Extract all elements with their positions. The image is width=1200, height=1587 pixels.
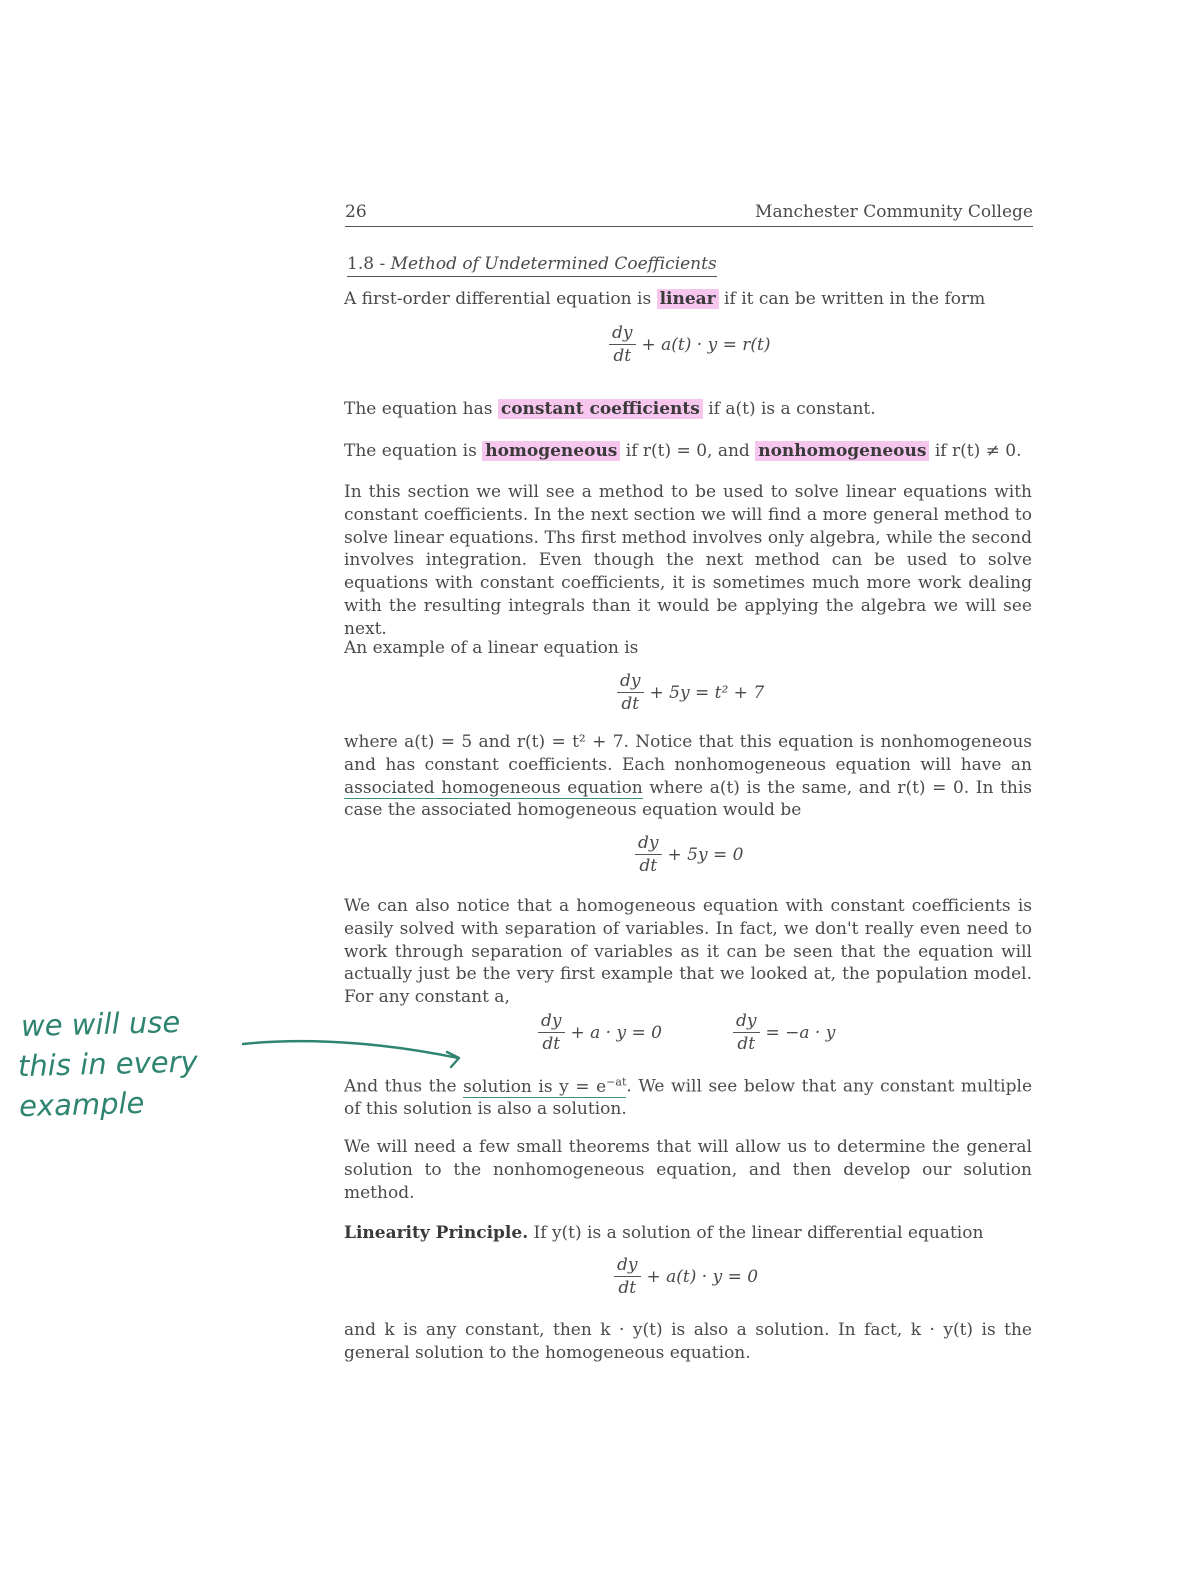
equation-rhs: + a · y = 0 [570, 1022, 662, 1043]
highlight-linear: linear [657, 289, 719, 309]
intro-text-end: if it can be written in the form [718, 289, 986, 309]
page-number: 26 [345, 202, 367, 222]
highlight-homogeneous: homogeneous [482, 441, 620, 461]
separation-paragraph: We can also notice that a homogeneous equation with constant coefficients is easily solved with separation of variables. In fact, we don't really even need to work through separation of variables as it can be seen that the equation will actually just be the very first example that we looked at, the population model. For any constant a, [344, 896, 1032, 1008]
equation-rhs: + a(t) · y = r(t) [641, 334, 771, 355]
equation-rhs: + 5y = 0 [667, 844, 744, 865]
section-number: 1.8 - [347, 254, 391, 274]
highlight-nonhomogeneous: nonhomogeneous [755, 441, 929, 461]
example-intro-paragraph: An example of a linear equation is [344, 638, 639, 658]
theorems-paragraph: We will need a few small theorems that will allow us to determine the general solution to the nonhomogeneous equation, and then develop our solution method. [344, 1137, 1032, 1203]
intro-text: A first-order differential equation is [344, 289, 657, 309]
section-description-paragraph: In this section we will see a method to be used to solve linear equations with constant coefficients. In the next section we will find a more general method to solve linear equations. Ths first method involves only algebra, while the second involves integration. Even though the next method can be used to solve equations with constant coefficients, it is sometimes much more work dealing with the resulting integrals than it would be applying the algebra we will see next. [344, 482, 1032, 639]
derivative-fraction: $\frac{dy}{dt}$ [617, 672, 644, 713]
underline-solution: solution is $y = e^{-at}$ [463, 1075, 627, 1097]
derivative-fraction: $\frac{dy}{dt}$ [733, 1012, 760, 1053]
note-line-2: this in every [17, 1044, 199, 1084]
constant-coefficients-paragraph: The equation has constant coefficients if a(t) is a constant. [344, 399, 876, 419]
homogeneous-paragraph: The equation is homogeneous if r(t) = 0, and nonhomogeneous if r(t) ≠ 0. [344, 441, 1022, 461]
equation-rhs: + a(t) · y = 0 [646, 1266, 759, 1287]
note-line-1: we will use [20, 1004, 181, 1044]
derivative-fraction: $\frac{dy}{dt}$ [614, 1256, 641, 1297]
associated-paragraph: where a(t) = 5 and r(t) = t² + 7. Notice that this equation is nonhomogeneous and has constant coefficients. Each nonhomogeneous equation will have an associated homogeneous equation where a(t) is the same, and r(t) = 0. In this case the associated homogeneous equation would be [344, 732, 1033, 821]
derivative-fraction: $\frac{dy}{dt}$ [635, 834, 662, 875]
note-line-3: example [18, 1085, 145, 1124]
highlight-constant-coefficients: constant coefficients [498, 399, 703, 419]
solution-paragraph: And thus the solution is $y = e^{-at}$. We will see below that any constant multiple of this solution is also a solution. [344, 1075, 1033, 1120]
linearity-conclusion-paragraph: and k is any constant, then k · y(t) is also a solution. In fact, k · y(t) is the general solution to the homogeneous equation. [344, 1320, 1032, 1363]
section-title-text: Method of Undetermined Coefficients [390, 254, 717, 274]
institution-name: Manchester Community College [755, 202, 1033, 222]
underline-associated-homogeneous: associated homogeneous equation [344, 777, 643, 798]
derivative-fraction: $\frac{dy}{dt}$ [609, 324, 636, 365]
derivative-fraction: $\frac{dy}{dt}$ [538, 1012, 565, 1053]
linearity-principle: Linearity Principle. If y(t) is a solution of the linear differential equation [344, 1223, 984, 1243]
equation-rhs: = −a · y [765, 1022, 836, 1043]
linearity-principle-title: Linearity Principle. [344, 1223, 529, 1243]
equation-rhs: + 5y = t² + 7 [649, 682, 765, 703]
